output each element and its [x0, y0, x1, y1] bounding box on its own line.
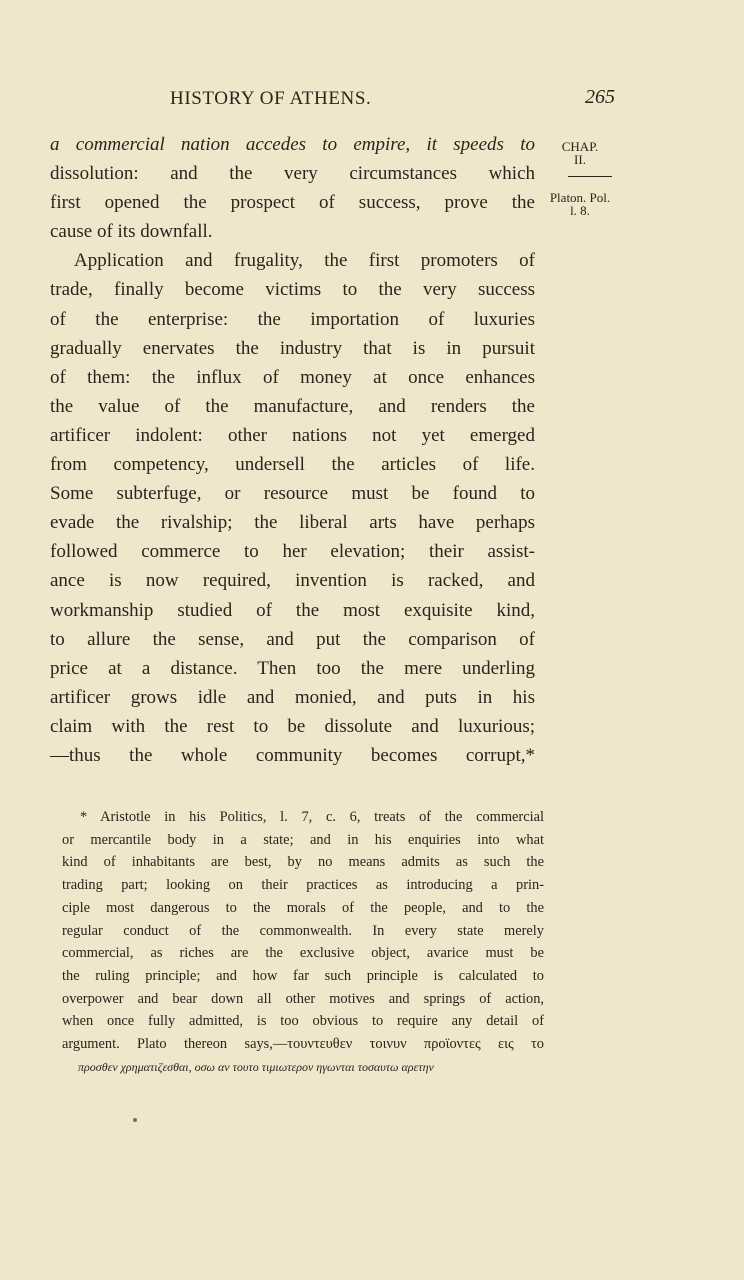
ink-speck [133, 1118, 137, 1122]
footnote-line: the ruling principle; and how far such principle is calculated to [62, 967, 544, 984]
footnote-greek-line: προσθεν χρηματιζεσθαι, οσω αν τουτο τιμιωτερον ηγωνται τοσαυτω αρετην [78, 1059, 434, 1074]
chapter-label: CHAP. [561, 139, 599, 154]
footnote-line: overpower and bear down all other motives and springs of action, [62, 990, 544, 1007]
text-line: dissolution: and the very circumstances which [50, 163, 535, 185]
text-line: followed commerce to her elevation; their assist- [50, 541, 535, 563]
chapter-number: II. [574, 152, 586, 167]
text-line: from competency, undersell the articles of life. [50, 454, 535, 476]
text-line: workmanship studied of the most exquisite kind, [50, 599, 535, 621]
marginal-rule [568, 176, 612, 177]
footnote-line: argument. Plato thereon says,—τουντευθεν τοινυν προϊοντες εις το [62, 1036, 544, 1053]
text-line: the value of the manufacture, and renders the [50, 395, 535, 417]
running-title: HISTORY OF ATHENS. [170, 88, 372, 109]
footnote-line: when once fully admitted, is too obvious to require any detail of [62, 1013, 544, 1030]
chapter-marginal-note [552, 140, 608, 166]
footnote-line: regular conduct of the commonwealth. In every state merely [62, 922, 544, 939]
text-line: of the enterprise: the importation of luxuries [50, 308, 535, 330]
text-line: evade the rivalship; the liberal arts have perhaps [50, 512, 535, 534]
text-line: to allure the sense, and put the comparison of [50, 628, 535, 650]
text-line: Application and frugality, the first promoters of [74, 250, 535, 272]
footnote-line: or mercantile body in a state; and in his enquiries into what [62, 831, 544, 848]
text-line: gradually enervates the industry that is in pursuit [50, 337, 535, 359]
footnote-line: commercial, as riches are the exclusive object, avarice must be [62, 945, 544, 962]
text-line: claim with the rest to be dissolute and luxurious; [50, 715, 535, 737]
footnote-line: * Aristotle in his Politics, l. 7, c. 6, treats of the commercial [80, 809, 544, 825]
text-line: artificer indolent: other nations not yet emerged [50, 424, 535, 446]
citation-marginal-note [538, 191, 622, 217]
text-line: trade, finally become victims to the very success [50, 279, 535, 301]
main-text [50, 130, 535, 770]
text-line: price at a distance. Then too the mere underling [50, 657, 535, 679]
text-line: Some subterfuge, or resource must be found to [50, 483, 535, 505]
text-line: a commercial nation accedes to empire, it speeds to [50, 134, 535, 155]
citation-line-2: l. 8. [570, 203, 590, 218]
footnote-line: trading part; looking on their practices as introducing a prin- [62, 877, 544, 894]
footnote [62, 806, 544, 1078]
footnote-line: ciple most dangerous to the morals of the people, and to the [62, 899, 544, 916]
text-line: cause of its downfall. [50, 221, 213, 243]
text-line: artificer grows idle and monied, and puts in his [50, 686, 535, 708]
footnote-line: kind of inhabitants are best, by no means admits as such the [62, 854, 544, 871]
text-line: of them: the influx of money at once enhances [50, 366, 535, 388]
citation-line-1: Platon. Pol. [549, 190, 611, 205]
text-line: first opened the prospect of success, prove the [50, 192, 535, 214]
text-line: ance is now required, invention is racked, and [50, 570, 535, 592]
text-line: —thus the whole community becomes corrupt,* [50, 744, 535, 766]
page-number: 265 [585, 86, 615, 108]
